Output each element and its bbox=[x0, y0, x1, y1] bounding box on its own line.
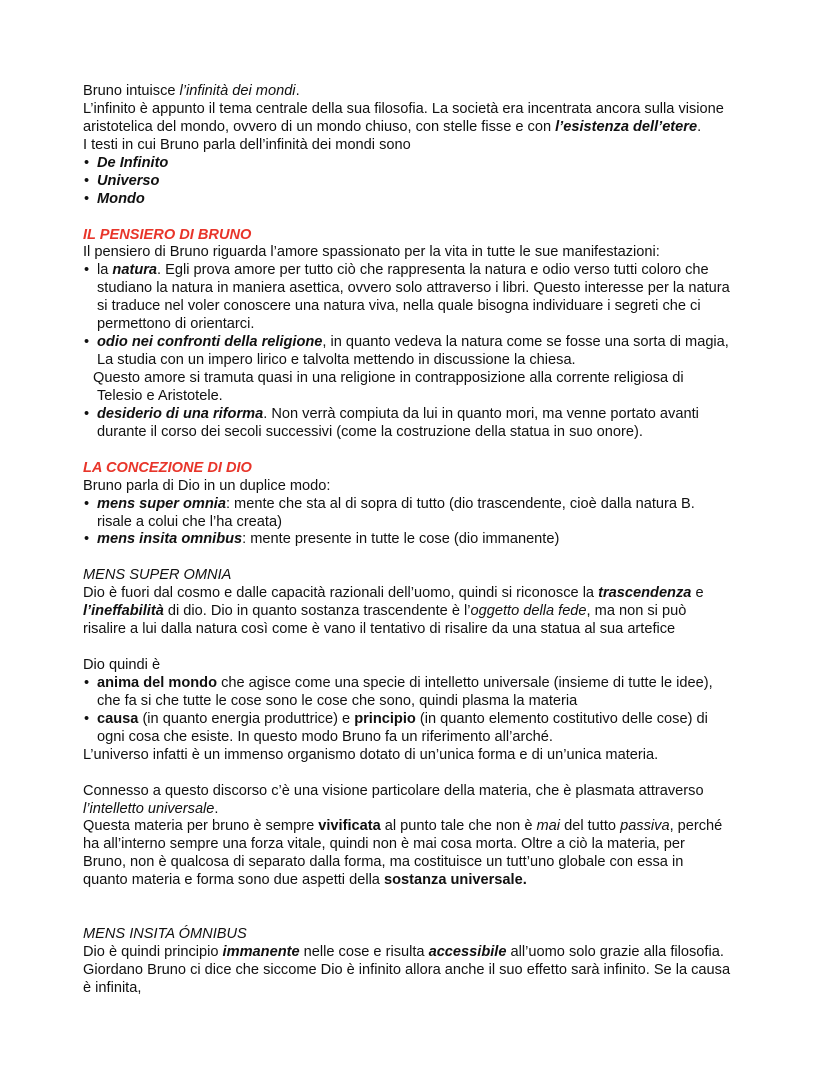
paragraph-line bbox=[83, 980, 763, 998]
text-run: Bruno parla di Dio in un duplice modo: bbox=[83, 477, 331, 494]
bullet-item bbox=[83, 406, 763, 424]
paragraph-line bbox=[83, 585, 763, 603]
text-run: . bbox=[697, 118, 702, 135]
text-run: IL PENSIERO DI BRUNO bbox=[83, 226, 252, 243]
bullet-continuation bbox=[83, 693, 763, 711]
bullet-icon: • bbox=[84, 172, 90, 189]
text-run: ha all’interno sempre una forza vitale, quindi non è mai cosa morta. Oltre a ciò la materia, per bbox=[83, 836, 685, 853]
blank-line bbox=[83, 549, 763, 567]
bullet-icon: • bbox=[84, 495, 90, 512]
emphasis-text: l’esistenza dell’etere bbox=[555, 118, 698, 135]
bullet-item bbox=[83, 155, 763, 173]
bullet-icon: • bbox=[84, 405, 90, 422]
paragraph-line bbox=[83, 836, 763, 854]
emphasis-text: immanente bbox=[222, 944, 300, 960]
blank-line bbox=[83, 639, 763, 657]
bullet-continuation bbox=[83, 514, 763, 532]
text-run: Bruno, non è qualcosa di separato dalla forma, ma costituisce un tutt’uno globale con essa in bbox=[83, 854, 684, 871]
text-run: è infinita, bbox=[83, 979, 142, 996]
bullet-icon: • bbox=[84, 710, 90, 727]
bullet-item bbox=[83, 262, 763, 280]
text-run: L’infinito è appunto il tema centrale della sua filosofia. La società era incentrata ancora sulla visione bbox=[83, 100, 724, 117]
text-run: . bbox=[214, 800, 219, 817]
text-run: durante il corso dei secoli successivi (come la costruzione della statua in suo onore). bbox=[97, 423, 643, 440]
text-run: Il pensiero di Bruno riguarda l’amore spassionato per la vita in tutte le sue manifestazioni: bbox=[83, 244, 660, 261]
blank-line bbox=[83, 209, 763, 227]
text-run: MENS INSITA ÓMNIBUS bbox=[83, 926, 247, 943]
paragraph-line bbox=[83, 818, 763, 836]
italic-text: l’intelletto universale bbox=[83, 800, 215, 817]
bullet-continuation bbox=[83, 352, 763, 370]
emphasis-text: natura bbox=[112, 262, 158, 279]
bullet-item bbox=[83, 711, 763, 729]
emphasis-text: l’ineffabilità bbox=[83, 603, 164, 620]
text-run: risalire a lui dalla natura così come è vano il tentativo di risalire da una statua al sua artefice bbox=[83, 621, 676, 638]
text-run: e bbox=[691, 585, 704, 602]
subsection-heading bbox=[83, 567, 763, 585]
bullet-item bbox=[83, 531, 763, 549]
bullet-continuation bbox=[83, 388, 763, 406]
text-run: che agisce come una specie di intelletto universale (insieme di tutte le idee), bbox=[217, 674, 713, 691]
bullet-item bbox=[83, 191, 763, 209]
paragraph-line bbox=[83, 783, 763, 801]
text-run: al punto tale che non è bbox=[380, 818, 537, 835]
paragraph-line bbox=[83, 944, 763, 962]
bullet-icon: • bbox=[84, 674, 90, 691]
emphasis-text: principio bbox=[354, 710, 416, 727]
emphasis-text: Universo bbox=[97, 172, 160, 189]
paragraph-line bbox=[83, 854, 763, 872]
text-run: Questo amore si tramuta quasi in una religione in contrapposizione alla corrente religiosa di bbox=[93, 370, 684, 386]
paragraph-line bbox=[83, 621, 763, 639]
text-run: (in quanto energia produttrice) e bbox=[138, 710, 355, 727]
bullet-continuation bbox=[83, 280, 763, 298]
text-run: . Non verrà compiuta da lui in quanto mori, ma venne portato avanti bbox=[263, 405, 699, 422]
blank-line bbox=[83, 908, 763, 926]
text-run: Questa materia per bruno è sempre bbox=[83, 818, 319, 835]
bullet-continuation bbox=[83, 316, 763, 334]
paragraph-line bbox=[83, 657, 763, 675]
blank-line bbox=[83, 765, 763, 783]
text-run: : mente che sta al di sopra di tutto (dio trascendente, cioè dalla natura B. bbox=[225, 495, 695, 512]
text-run: , ma non si può bbox=[586, 603, 687, 620]
bullet-icon: • bbox=[84, 190, 90, 207]
emphasis-text: mens insita omnibus bbox=[97, 531, 243, 548]
emphasis-text: causa bbox=[97, 710, 139, 727]
emphasis-text: vivificata bbox=[318, 818, 381, 835]
bullet-continuation bbox=[83, 370, 763, 388]
text-run: . Egli prova amore per tutto ciò che rappresenta la natura e odio verso tutti coloro che bbox=[157, 262, 709, 279]
emphasis-text: sostanza universale. bbox=[383, 872, 527, 889]
paragraph-line bbox=[83, 119, 763, 137]
text-run: . bbox=[295, 83, 300, 99]
text-run: aristotelica del mondo, ovvero di un mondo chiuso, con stelle fisse e con bbox=[83, 118, 556, 135]
section-heading bbox=[83, 460, 763, 478]
emphasis-text: trascendenza bbox=[598, 585, 692, 602]
blank-line bbox=[83, 890, 763, 908]
bullet-icon: • bbox=[84, 154, 90, 171]
text-run: Connesso a questo discorso c’è una visione particolare della materia, che è plasmata attraverso bbox=[83, 782, 704, 799]
paragraph-line bbox=[83, 603, 763, 621]
text-run: si traduce nel voler conoscere una natura viva, nella quale bisogna individuare i segreti che ci bbox=[97, 298, 701, 315]
bullet-item bbox=[83, 675, 763, 693]
text-run: Giordano Bruno ci dice che siccome Dio è infinito allora anche il suo effetto sarà infinito. Se la causa bbox=[83, 961, 731, 978]
bullet-icon: • bbox=[84, 262, 90, 279]
italic-text: l’infinità dei mondi bbox=[179, 83, 296, 99]
text-run: I testi in cui Bruno parla dell’infinità dei mondi sono bbox=[83, 136, 411, 153]
text-run: risale a colui che l’ha creata) bbox=[97, 513, 282, 530]
paragraph-line bbox=[83, 747, 763, 765]
emphasis-text: Mondo bbox=[97, 190, 145, 207]
emphasis-text: anima del mondo bbox=[97, 674, 218, 691]
bullet-item bbox=[83, 496, 763, 514]
italic-text: passiva bbox=[620, 818, 670, 835]
bullet-continuation bbox=[83, 298, 763, 316]
bullet-continuation bbox=[83, 424, 763, 442]
text-run: Dio è fuori dal cosmo e dalle capacità razionali dell’uomo, quindi si riconosce la bbox=[83, 585, 599, 602]
subsection-heading bbox=[83, 926, 763, 944]
text-run: nelle cose e risulta bbox=[299, 944, 429, 960]
text-run: che fa si che tutte le cose sono le cose che sono, quindi plasma la materia bbox=[97, 692, 578, 709]
paragraph-line bbox=[83, 872, 763, 890]
emphasis-text: desiderio di una riforma bbox=[97, 405, 264, 422]
text-run: La studia con un impero lirico e talvolta mettendo in discussione la chiesa. bbox=[97, 352, 576, 369]
text-run: , perché bbox=[669, 818, 723, 835]
text-run: , in quanto vedeva la natura come se fosse una sorta di magia, bbox=[322, 334, 729, 351]
paragraph-line bbox=[83, 137, 763, 155]
paragraph-line bbox=[83, 801, 763, 819]
section-heading bbox=[83, 227, 763, 245]
emphasis-text: mens super omnia bbox=[97, 495, 226, 512]
text-run: ogni cosa che esiste. In questo modo Bruno fa un riferimento all’arché. bbox=[97, 728, 553, 745]
text-run: L’universo infatti è un immenso organismo dotato di un’unica forma e di un’unica materia. bbox=[83, 746, 659, 763]
text-run: Dio quindi è bbox=[83, 657, 161, 673]
text-run: la bbox=[97, 262, 113, 279]
text-run: MENS SUPER OMNIA bbox=[83, 567, 232, 584]
paragraph-line bbox=[83, 962, 763, 980]
document-page bbox=[83, 83, 763, 998]
text-run: quanto materia e forma sono due aspetti della bbox=[83, 872, 384, 889]
text-run: Dio è quindi principio bbox=[83, 944, 223, 960]
italic-text: oggetto della fede bbox=[470, 603, 587, 620]
text-run: permettono di orientarci. bbox=[97, 316, 255, 333]
bullet-icon: • bbox=[84, 531, 90, 548]
bullet-icon: • bbox=[84, 334, 90, 351]
bullet-item bbox=[83, 173, 763, 191]
emphasis-text: De Infinito bbox=[97, 154, 169, 171]
bullet-item bbox=[83, 334, 763, 352]
text-run: (in quanto elemento costitutivo delle cose) di bbox=[415, 710, 708, 727]
emphasis-text: accessibile bbox=[428, 944, 507, 960]
emphasis-text: odio nei confronti della religione bbox=[97, 334, 323, 351]
italic-text: mai bbox=[536, 818, 561, 835]
paragraph-line bbox=[83, 244, 763, 262]
paragraph-line bbox=[83, 478, 763, 496]
text-run: LA CONCEZIONE DI DIO bbox=[83, 459, 252, 476]
text-run: di dio. Dio in quanto sostanza trascendente è l’ bbox=[163, 603, 471, 620]
blank-line bbox=[83, 442, 763, 460]
text-run: Bruno intuisce bbox=[83, 83, 180, 99]
bullet-continuation bbox=[83, 729, 763, 747]
text-run: studiano la natura in maniera asettica, ovvero solo attraverso i libri. Questo interesse per la natura bbox=[97, 280, 730, 297]
paragraph-line bbox=[83, 101, 763, 119]
text-run: all’uomo solo grazie alla filosofia. bbox=[506, 944, 724, 960]
text-run: : mente presente in tutte le cose (dio immanente) bbox=[242, 531, 560, 548]
text-run: Telesio e Aristotele. bbox=[97, 387, 223, 404]
text-run: del tutto bbox=[560, 818, 621, 835]
paragraph-line bbox=[83, 83, 763, 101]
